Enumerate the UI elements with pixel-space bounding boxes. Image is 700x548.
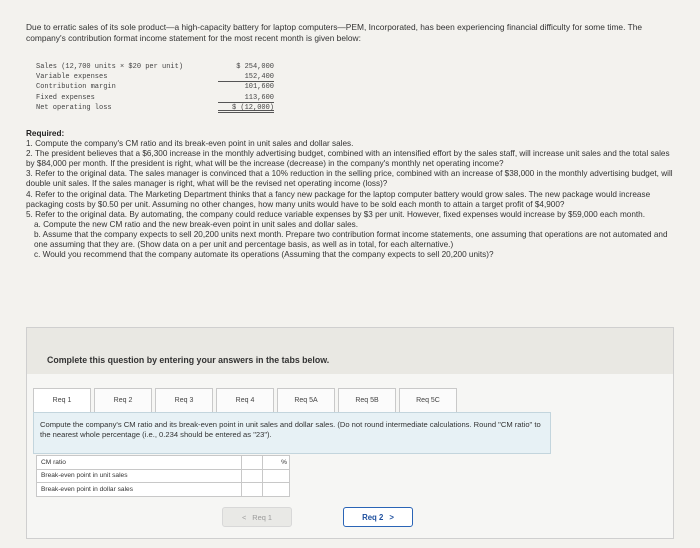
answer-row <box>37 456 290 470</box>
statement-row <box>36 62 274 72</box>
statement-value: 152,400 <box>218 72 274 82</box>
required-section <box>26 129 676 260</box>
statement-label: Variable expenses <box>36 73 108 82</box>
required-item: 3. Refer to the original data. The sales manager is convinced that a 10% reduction in the selling price, combined with an increase of $38,000 in the monthly advertising budget, will double unit sales. If the sales manager is right, what will be the revised net operating income (loss)? <box>26 169 673 189</box>
statement-row <box>36 93 274 103</box>
cm-ratio-input[interactable] <box>242 456 263 470</box>
statement-value: 101,600 <box>244 83 274 92</box>
unit-cell <box>263 483 290 497</box>
statement-label: Contribution margin <box>36 83 116 92</box>
question-text: Compute the company's CM ratio and its break-even point in unit sales and dollar sales. (Do not round intermediate calculations. Round "CM ratio" to the nearest whole percentage (i.e., 0.234 should be entered as "23"). <box>40 420 541 439</box>
required-subitem: a. Compute the new CM ratio and the new break-even point in unit sales and dollar sales. <box>34 219 359 229</box>
statement-row <box>36 82 274 92</box>
next-label: Req 2 <box>362 512 384 522</box>
tab-req-3[interactable]: Req 3 <box>155 388 213 413</box>
break-even-units-label: Break-even point in unit sales <box>37 469 242 483</box>
answer-panel <box>26 327 674 539</box>
break-even-units-input[interactable] <box>242 469 263 483</box>
tab-req-2[interactable]: Req 2 <box>94 388 152 413</box>
answer-row <box>37 483 290 497</box>
problem-intro: Due to erratic sales of its sole product—a high-capacity battery for laptop computers—PEM, Incorporated, has been experiencing financial difficulty for some time. The company's contribution format income statement for the most recent month is given below: <box>26 22 643 43</box>
income-statement <box>36 62 274 113</box>
required-item: 2. The president believes that a $6,300 increase in the monthly advertising budget, combined with an intensified effort by the sales staff, will increase unit sales and the total sales by $84,000 per month. If the president is right, what will be the increase (decrease) in the company's monthly net operating income? <box>26 149 670 169</box>
prev-label: Req 1 <box>252 512 273 522</box>
chevron-left-icon: < <box>241 512 247 522</box>
tab-req-4[interactable]: Req 4 <box>216 388 274 413</box>
answer-row <box>37 469 290 483</box>
cm-ratio-label: CM ratio <box>37 456 242 470</box>
chevron-right-icon: > <box>389 512 394 522</box>
prev-button[interactable] <box>222 507 292 527</box>
next-button[interactable] <box>343 507 413 527</box>
statement-row <box>36 72 274 82</box>
statement-row <box>36 103 274 113</box>
tab-bar <box>33 388 460 413</box>
statement-label: Net operating loss <box>36 103 112 112</box>
break-even-dollars-input[interactable] <box>242 483 263 497</box>
percent-unit: % <box>263 456 290 470</box>
required-heading: Required: <box>26 129 65 138</box>
statement-value: 113,600 <box>218 93 274 103</box>
answer-table <box>36 455 290 497</box>
statement-label: Sales (12,700 units × $20 per unit) <box>36 63 184 71</box>
required-item: 1. Compute the company's CM ratio and its break-even point in unit sales and dollar sales. <box>26 139 354 149</box>
tab-req-1[interactable]: Req 1 <box>33 388 91 413</box>
banner-text: Complete this question by entering your answers in the tabs below. <box>47 355 330 365</box>
statement-value: $ (12,000) <box>218 103 274 113</box>
tab-req-5c[interactable]: Req 5C <box>399 388 457 413</box>
unit-cell <box>263 469 290 483</box>
break-even-dollars-label: Break-even point in dollar sales <box>37 483 242 497</box>
tab-req-5a[interactable]: Req 5A <box>277 388 335 413</box>
tab-req-5b[interactable]: Req 5B <box>338 388 396 413</box>
required-item: 4. Refer to the original data. The Marketing Department thinks that a fancy new package for the laptop computer battery would grow sales. The new package would increase packaging costs by $0.50 per unit. Assuming no other changes, how many units would have to be sold each month to attain a target profit of $4,900? <box>26 189 651 209</box>
instruction-banner <box>27 328 673 374</box>
required-subitem: b. Assume that the company expects to sell 20,200 units next month. Prepare two contribution format income statements, one assuming that operations are not automated and one assuming that they are. (Show data on a per unit and percentage basis, as well as in total, for each alternative.) <box>34 229 668 250</box>
statement-label: Fixed expenses <box>36 93 95 102</box>
question-box <box>33 412 551 454</box>
required-item: 5. Refer to the original data. By automating, the company could reduce variable expenses by $3 per unit. However, fixed expenses would increase by $59,000 each month. <box>26 209 645 219</box>
statement-value: $ 254,000 <box>236 63 274 71</box>
required-subitem: c. Would you recommend that the company automate its operations (Assuming that the company expects to sell 20,200 units)? <box>34 250 494 260</box>
